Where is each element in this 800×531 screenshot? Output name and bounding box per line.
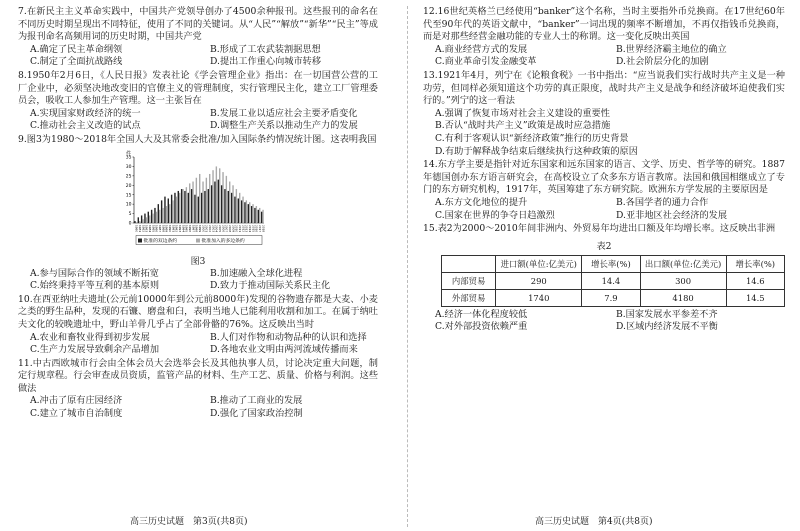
option: C.对外部投资依赖严重	[435, 321, 528, 333]
option: B.推动了工商业的发展	[210, 395, 303, 407]
question-11	[18, 358, 378, 421]
bar-multilateral	[232, 185, 233, 223]
question-stem: 9.图3为1980～2018年全国人大及其常委会批准/加入国际条约情况统计图。这表明我国	[18, 133, 377, 145]
x-tick-label: 1993	[178, 224, 182, 232]
option: A.确定了民主革命纲领	[30, 43, 123, 55]
x-tick-label: 2010	[234, 224, 239, 232]
x-tick-label: 1989	[164, 224, 169, 232]
bar-bilateral	[231, 192, 232, 222]
bar-multilateral	[246, 200, 247, 223]
option: B.各国学者的通力合作	[616, 196, 709, 208]
bar-bilateral	[164, 196, 165, 222]
bar-multilateral	[212, 170, 213, 223]
table-row	[442, 272, 785, 289]
table-header-cell: 增长率(%)	[582, 255, 640, 272]
option: A.冲击了原有庄园经济	[30, 395, 123, 407]
table-cell: 外部贸易	[442, 289, 496, 306]
x-tick-label: 1995	[184, 224, 189, 232]
bar-bilateral	[181, 189, 182, 223]
question-14	[423, 159, 785, 222]
question-stem: 15.表2为2000～2010年间非洲内、外贸易年均进出口额及年均增长率。这反映出非洲	[423, 223, 776, 235]
x-tick-label: 2000	[201, 224, 206, 232]
option: B.国家发展水平参差不齐	[616, 308, 718, 320]
x-tick-label: 2001	[204, 224, 209, 232]
x-tick-label: 1996	[188, 224, 192, 232]
question-stem: 12.16世纪英格兰已经使用“banker”这个名称，当时主要指外币兑换商。在17世纪60年代至90年代的英语文献中，“banker”一词出现的频率不断增加，不再仅指钱币兑换商，而是对那些经营金融功能的专业人士的称谓。这一变化反映出英国	[423, 6, 785, 43]
bar-multilateral	[186, 187, 187, 223]
x-tick-label: 2003	[211, 224, 216, 232]
table-cell: 7.9	[582, 289, 640, 306]
page-footer: 高三历史试题 第3页(共8页)	[130, 517, 248, 527]
option: B.形成了工农武装割据思想	[210, 43, 321, 55]
bar-bilateral	[158, 204, 159, 223]
option: D.各地农业文明由两河流域传播而来	[210, 344, 358, 356]
table-cell: 14.5	[726, 289, 784, 306]
bar-multilateral	[236, 189, 237, 223]
treaty-bar-chart	[118, 149, 268, 249]
bar-multilateral	[259, 207, 260, 222]
bar-multilateral	[222, 172, 223, 223]
x-tick-label: 2005	[218, 224, 222, 232]
x-tick-label: 1992	[174, 224, 179, 232]
bar-bilateral	[254, 207, 255, 222]
legend-swatch	[138, 238, 142, 242]
legend-label: 批准加入的多边条约	[201, 238, 245, 244]
bar-multilateral	[146, 217, 147, 223]
x-tick-label: 2013	[244, 224, 249, 232]
x-tick-label: 1981	[138, 224, 142, 232]
question-10	[18, 294, 378, 357]
bar-multilateral	[249, 202, 250, 223]
table-header-cell: 进口额(单位:亿美元)	[496, 255, 582, 272]
bar-multilateral	[189, 183, 190, 223]
bar-bilateral	[178, 190, 179, 222]
question-stem: 10.在西亚纳吐夫遗址(公元前10000年到公元前8000年)发现的谷物遗存都是大麦、小麦之类的野生品种，发现的石镰、磨盘和臼，表明当地人已能利用收割和加工。在属于纳吐夫文化的较晚遗址中，野山羊骨几乎占了全部骨骼的76%。这反映出当时	[18, 293, 378, 330]
y-axis-label: 件	[125, 150, 131, 157]
bar-bilateral	[151, 209, 152, 222]
option: C.商业革命引发金融变革	[435, 56, 537, 68]
bar-multilateral	[159, 209, 160, 222]
x-tick-label: 1999	[198, 224, 202, 232]
table-header-cell: 增长率(%)	[726, 255, 784, 272]
table-header-cell	[442, 255, 496, 272]
table-header-cell: 出口额(单位:亿美元)	[640, 255, 726, 272]
bar-bilateral	[198, 196, 199, 222]
question-9	[18, 134, 378, 293]
x-tick-label: 1986	[154, 224, 159, 232]
y-tick-label: 30	[125, 164, 132, 170]
x-tick-label: 2008	[228, 224, 232, 232]
option: A.经济一体化程度较低	[435, 308, 528, 320]
x-tick-label: 2007	[224, 224, 229, 232]
bar-multilateral	[256, 206, 257, 223]
bar-bilateral	[188, 192, 189, 222]
option: A.参与国际合作的领域不断拓宽	[30, 267, 159, 279]
option: C.推动社会主义改造的试点	[30, 120, 141, 132]
x-tick-label: 2002	[208, 224, 212, 232]
x-tick-label: 2016	[254, 224, 259, 232]
question-stem: 7.在新民主主义革命实践中，中国共产党领导创办了4500余种报刊。这些报刊的命名在不同历史时期呈现出不同特征，使用了不同的关键词。从“人民”“解放”“新华”“民主”等成为报刊命名高频用词的历史时期，中国共产党	[18, 6, 378, 43]
bar-bilateral	[211, 185, 212, 223]
option: B.加速融入全球化进程	[210, 267, 303, 279]
x-tick-label: 1980	[134, 224, 139, 232]
bar-multilateral	[182, 189, 183, 223]
page-footer: 高三历史试题 第4页(共8页)	[535, 517, 653, 527]
bar-bilateral	[191, 189, 192, 223]
option: D.提出工作重心向城市转移	[210, 56, 322, 68]
question-8	[18, 70, 378, 133]
table-header-row	[442, 255, 785, 272]
question-stem: 8.1950年2月6日，《人民日报》发表社论《学会管理企业》指出：在一切国营公营的工厂企业中，必须坚决地改变旧的官僚主义的管理制度，实行管理民主化，建立工厂管理委员会，吸收工人参加生产管理。这一主张旨在	[18, 69, 378, 107]
legend-label: 批准的双边条约	[143, 238, 178, 244]
option: D.有助于解释战争结束后继续执行这种政策的原因	[435, 145, 638, 157]
option: A.农业和畜牧业得到初步发展	[30, 331, 150, 343]
bar-multilateral	[149, 215, 150, 223]
bar-bilateral	[201, 192, 202, 222]
bar-multilateral	[229, 181, 230, 222]
x-tick-label: 1990	[168, 224, 172, 232]
y-tick-label: 35	[125, 155, 132, 161]
y-tick-label: 20	[125, 183, 132, 189]
table-cell: 14.4	[582, 272, 640, 289]
option: C.始终秉持平等互利的基本原则	[30, 280, 160, 292]
bar-multilateral	[252, 204, 253, 223]
x-tick-label: 2009	[231, 224, 236, 232]
x-tick-label: 2017	[258, 224, 262, 232]
question-stem: 14.东方学主要是指针对近东国家和远东国家的语言、文学、历史、哲学等的研究。1887年德国创办东方语言研究会，在高校设立了众多东方语言教席。法国和俄国相继成立了专门的东方研究机构，1917年，英国筹建了东方研究院。欧洲东方学发展的主要原因是	[423, 159, 785, 196]
bar-bilateral	[238, 198, 239, 223]
bar-bilateral	[154, 207, 155, 222]
option: A.东方文化地位的提升	[435, 196, 528, 208]
question-stem: 11.中古西欧城市行会由全体会员大会选举会长及其他执事人员，讨论决定重大问题，制定行规章程。行会审查成员资质，监管产品的材料、生产工艺、质量、价格与利润。这些做法	[18, 357, 378, 394]
bar-multilateral	[169, 204, 170, 223]
trade-table	[441, 255, 785, 307]
question-15	[423, 223, 785, 334]
bar-multilateral	[262, 209, 263, 222]
option: D.致力于推动国际关系民主化	[210, 280, 331, 292]
y-tick-label: 0	[128, 221, 132, 227]
option: C.有利于客观认识“新经济政策”推行的历史背景	[435, 132, 629, 144]
x-tick-label: 2015	[251, 224, 256, 232]
option: C.制定了全面抗战路线	[30, 56, 123, 68]
bar-multilateral	[166, 206, 167, 223]
question-12	[423, 6, 785, 69]
bar-bilateral	[174, 192, 175, 222]
bar-bilateral	[251, 206, 252, 223]
option: C.建立了城市自治制度	[30, 408, 123, 420]
option: A.实现国家财政经济的统一	[30, 107, 141, 119]
x-tick-label: 1988	[161, 224, 166, 232]
table-cell: 1740	[496, 289, 582, 306]
bar-multilateral	[219, 168, 220, 223]
table-cell: 4180	[640, 289, 726, 306]
bar-bilateral	[218, 179, 219, 222]
legend-swatch	[196, 238, 200, 242]
right-column	[423, 6, 785, 335]
bar-bilateral	[184, 190, 185, 222]
x-tick-label: 2011	[238, 224, 242, 232]
bar-bilateral	[171, 194, 172, 222]
option: D.社会阶层分化的加剧	[616, 56, 709, 68]
bar-multilateral	[172, 200, 173, 223]
bar-multilateral	[216, 166, 217, 223]
x-tick-label: 2014	[248, 224, 252, 232]
bar-multilateral	[226, 175, 227, 222]
bar-bilateral	[221, 185, 222, 223]
x-tick-label: 1983	[144, 224, 149, 232]
bar-multilateral	[202, 181, 203, 222]
bar-multilateral	[209, 174, 210, 223]
bar-multilateral	[139, 221, 140, 223]
x-tick-label: 1991	[171, 224, 176, 232]
bar-bilateral	[248, 204, 249, 223]
bar-bilateral	[228, 190, 229, 222]
option: B.否认“战时共产主义”政策是战时应急措施	[435, 120, 611, 132]
bar-bilateral	[161, 200, 162, 223]
table-cell: 14.6	[726, 272, 784, 289]
bar-multilateral	[156, 211, 157, 222]
table-row	[442, 289, 785, 306]
bar-multilateral	[192, 181, 193, 222]
bar-multilateral	[239, 192, 240, 222]
question-7	[18, 6, 378, 69]
x-tick-label: 2006	[221, 224, 226, 232]
x-tick-label: 1997	[191, 224, 196, 232]
x-tick-label: 1982	[141, 224, 146, 232]
option: C.生产力发展导致剩余产品增加	[30, 344, 160, 356]
bar-bilateral	[141, 215, 142, 223]
bar-bilateral	[261, 211, 262, 222]
bar-bilateral	[134, 221, 135, 223]
option: D.区域内经济发展不平衡	[616, 321, 718, 333]
bar-bilateral	[214, 181, 215, 222]
bar-multilateral	[199, 174, 200, 223]
question-stem: 13.1921年4月，列宁在《论粮食税》一书中指出：“应当说我们实行战时共产主义是一种功劳，但同样必须知道这个功劳的真正限度，战时共产主义是战争和经济破坏迫使我们实行的。”列宁的这一看法	[423, 69, 785, 107]
x-tick-label: 2018	[261, 224, 266, 232]
option: B.发展工业以适应社会主要矛盾变化	[210, 107, 358, 119]
option: A.强调了恢复市场对社会主义建设的重要性	[435, 107, 610, 119]
bar-bilateral	[244, 202, 245, 223]
option: D.亚非地区社会经济的发展	[616, 209, 728, 221]
option: B.世界经济霸主地位的确立	[616, 43, 727, 55]
option: A.商业经营方式的发展	[435, 43, 528, 55]
y-tick-label: 15	[125, 192, 132, 198]
y-tick-label: 25	[125, 173, 132, 179]
x-tick-label: 2012	[241, 224, 246, 232]
bar-bilateral	[194, 194, 195, 222]
option: B.人们对作物和动物品种的认识和选择	[210, 331, 367, 343]
bar-multilateral	[176, 196, 177, 222]
bar-bilateral	[144, 213, 145, 222]
option: C.国家在世界的争夺日趋激烈	[435, 209, 555, 221]
table-cell: 290	[496, 272, 582, 289]
bar-multilateral	[242, 196, 243, 222]
bar-multilateral	[162, 207, 163, 222]
figure-caption: 图3	[190, 256, 206, 267]
bar-multilateral	[179, 192, 180, 222]
x-tick-label: 1994	[181, 224, 186, 232]
bar-bilateral	[224, 189, 225, 223]
column-divider	[407, 6, 408, 527]
table-cell: 内部贸易	[442, 272, 496, 289]
bar-bilateral	[204, 190, 205, 222]
x-tick-label: 1998	[194, 224, 199, 232]
x-tick-label: 1984	[148, 224, 152, 232]
table-caption: 表2	[596, 240, 612, 252]
x-tick-label: 2004	[214, 224, 219, 232]
bar-bilateral	[234, 196, 235, 222]
bar-bilateral	[168, 198, 169, 223]
option: D.调整生产关系以推动生产力的发展	[210, 120, 358, 132]
bar-multilateral	[196, 177, 197, 222]
bar-multilateral	[142, 219, 143, 223]
bar-multilateral	[152, 213, 153, 222]
bar-bilateral	[148, 211, 149, 222]
table-cell: 300	[640, 272, 726, 289]
question-13	[423, 70, 785, 158]
y-tick-label: 10	[125, 202, 132, 208]
bar-bilateral	[138, 217, 139, 223]
x-tick-label: 1987	[158, 224, 162, 232]
bar-bilateral	[208, 189, 209, 223]
bar-bilateral	[241, 200, 242, 223]
y-tick-label: 5	[128, 211, 132, 217]
bar-bilateral	[258, 209, 259, 222]
option: D.强化了国家政治控制	[210, 408, 303, 420]
left-column	[18, 6, 378, 422]
bar-multilateral	[206, 177, 207, 222]
x-tick-label: 1985	[151, 224, 156, 232]
